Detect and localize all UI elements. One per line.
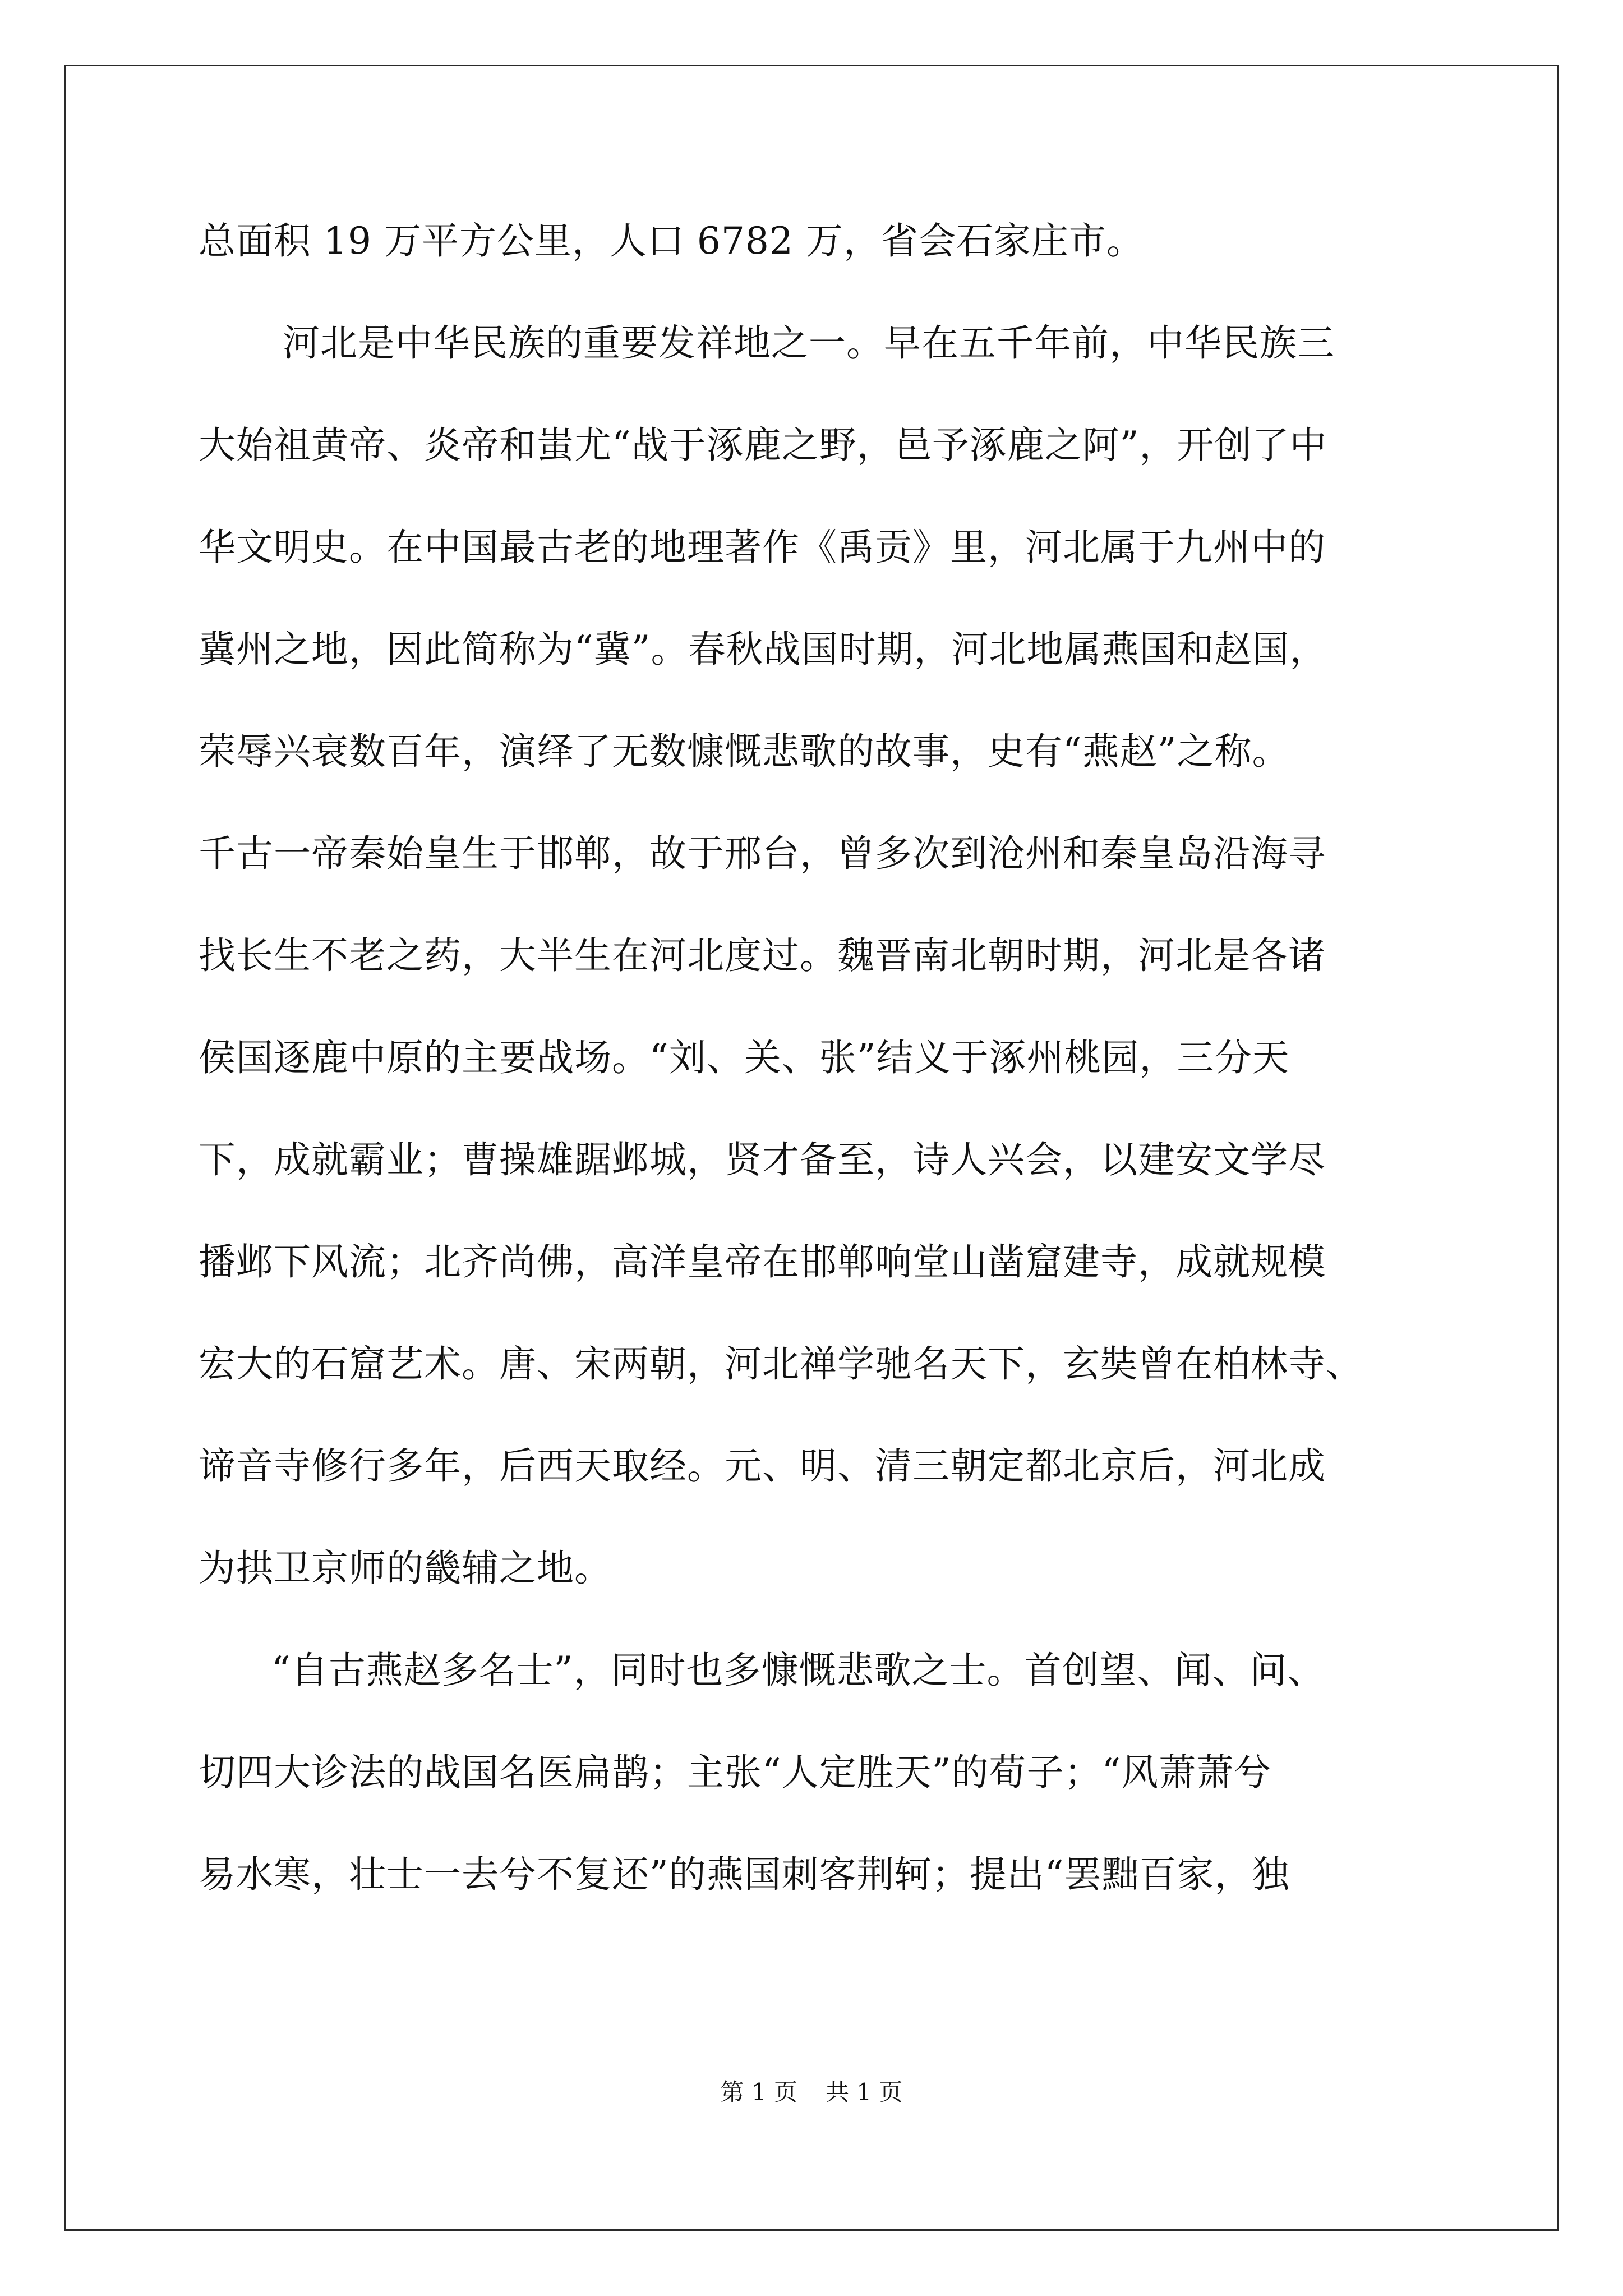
text-line: 宏大的石窟艺术。唐、宋两朝，河北禅学驰名天下，玄奘曾在柏林寺、	[199, 1342, 1363, 1386]
text-line: 为拱卫京师的畿辅之地。	[199, 1547, 612, 1590]
text-line: “自古燕赵多名士”，同时也多慷慨悲歌之士。首创望、闻、问、	[271, 1649, 1325, 1692]
text-line: 侯国逐鹿中原的主要战场。“刘、关、张”结义于涿州桃园，三分天	[199, 1036, 1290, 1079]
page-total: 共 1 页	[826, 2078, 903, 2106]
text-line: 河北是中华民族的重要发祥地之一。早在五千年前，中华民族三	[283, 321, 1335, 365]
text-line: 播邺下风流；北齐尚佛，高洋皇帝在邯郸响堂山凿窟建寺，成就规模	[199, 1240, 1326, 1283]
text-line: 下，成就霸业；曹操雄踞邺城，贤才备至，诗人兴会，以建安文学尽	[199, 1138, 1326, 1181]
text-line: 荣辱兴衰数百年，演绎了无数慷慨悲歌的故事，史有“燕赵”之称。	[199, 730, 1290, 773]
text-line: 易水寒，壮士一去兮不复还”的燕国刺客荆轲；提出“罢黜百家，独	[199, 1853, 1290, 1896]
text-line: 切四大诊法的战国名医扁鹊；主张“人定胜天”的荀子；“风萧萧兮	[199, 1751, 1272, 1794]
text-line: 千古一帝秦始皇生于邯郸，故于邢台，曾多次到沧州和秦皇岛沿海寻	[199, 832, 1326, 875]
text-line: 大始祖黄帝、炎帝和蚩尤“战于涿鹿之野，邑予涿鹿之阿”，开创了中	[199, 424, 1327, 467]
text-line: 华文明史。在中国最古老的地理著作《禹贡》里，河北属于九州中的	[199, 526, 1326, 569]
text-line: 找长生不老之药，大半生在河北度过。魏晋南北朝时期，河北是各诸	[199, 934, 1326, 977]
page-footer	[0, 2076, 1623, 2109]
text-line: 冀州之地，因此简称为“冀”。春秋战国时期，河北地属燕国和赵国，	[199, 628, 1327, 671]
text-line: 总面积 19 万平方公里，人口 6782 万，省会石家庄市。	[199, 219, 1144, 263]
page-number: 第 1 页	[720, 2078, 797, 2106]
text-line: 谛音寺修行多年，后西天取经。元、明、清三朝定都北京后，河北成	[199, 1444, 1326, 1488]
